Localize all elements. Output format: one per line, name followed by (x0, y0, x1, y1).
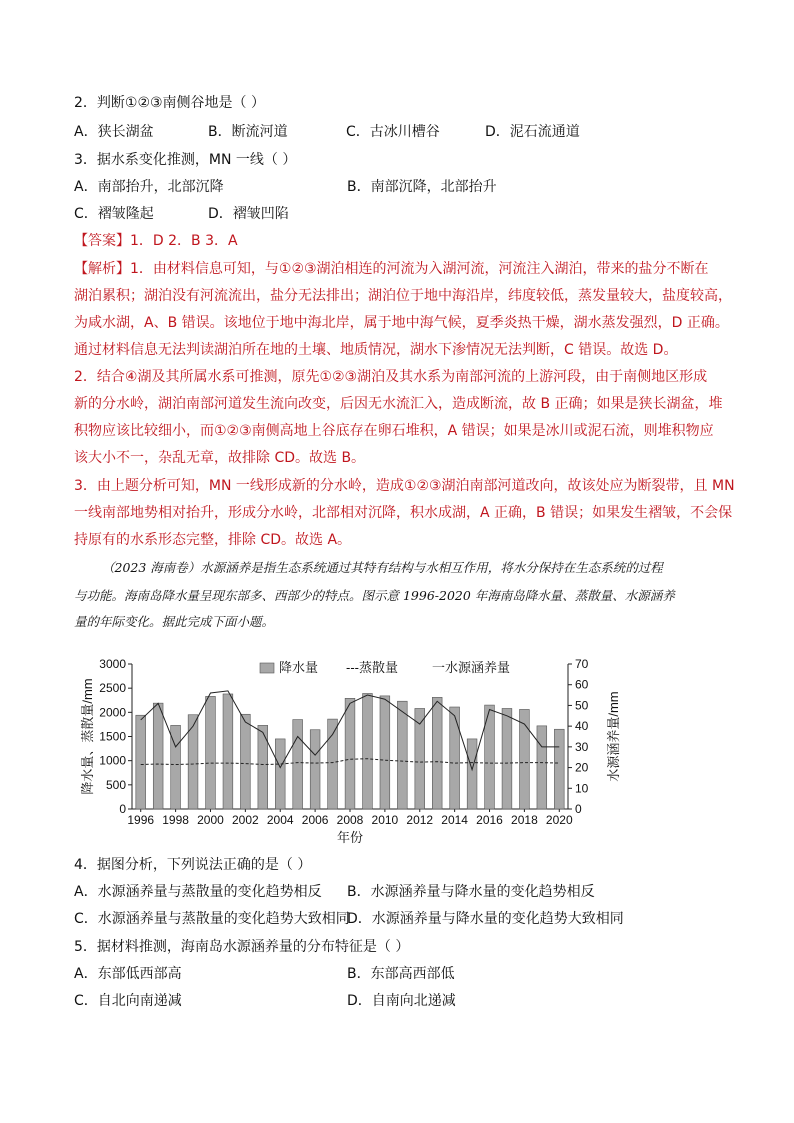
bar-precipitation (258, 725, 268, 809)
x-tick-label: 2004 (266, 813, 294, 827)
x-tick-label: 1996 (127, 813, 155, 827)
bar-precipitation (537, 726, 547, 809)
right-tick-label: 30 (575, 739, 589, 754)
q5-option-a: A．东部低西部高 (74, 966, 182, 982)
left-tick-label: 500 (105, 777, 126, 792)
analysis-p3-l1: 3．由上题分析可知，MN 一线形成新的分水岭，造成①②③湖泊南部河道改向，故该处应为断裂带，且 MN (74, 478, 735, 494)
y-left-axis-title: 降水量、蒸散量/mm (80, 678, 95, 795)
question-3-stem: 3．据水系变化推测，MN 一线（ ） (74, 152, 297, 168)
q4-option-a: A．水源涵养量与蒸散量的变化趋势相反 (74, 884, 322, 900)
left-tick-label: 1000 (99, 753, 126, 768)
x-tick-label: 2006 (301, 813, 329, 827)
question-4-stem: 4．据图分析，下列说法正确的是（ ） (74, 857, 312, 873)
right-tick-label: 20 (575, 760, 589, 775)
bar-precipitation (363, 693, 373, 809)
analysis-p3-l3: 持原有的水系形态完整，排除 CD。故选 A。 (74, 532, 352, 548)
q3-option-c: C．褶皱隆起 (74, 206, 154, 222)
x-tick-label: 2000 (197, 813, 224, 827)
q2-option-a: A．狭长湖盆 (74, 124, 154, 140)
left-tick-label: 2500 (99, 681, 126, 696)
answer-line (74, 231, 238, 251)
question-2-stem: 2．判断①②③南侧谷地是（ ） (74, 95, 266, 111)
x-tick-label: 2010 (371, 813, 399, 827)
q5-option-b: B．东部高西部低 (347, 966, 455, 982)
right-tick-label: 40 (575, 719, 589, 734)
material-line-1: （2023 海南卷）水源涵养是指生态系统通过其特有结构与水相互作用，将水分保持在生态系统的过程 (102, 560, 663, 575)
bar-precipitation (153, 703, 163, 809)
bar-precipitation (397, 701, 407, 809)
precipitation-chart (70, 650, 640, 850)
analysis-p1-l2: 湖泊累积；湖泊没有河流流出，盐分无法排出；湖泊位于地中海沿岸，纬度较低，蒸发量较大，盐度较高， (74, 288, 732, 304)
material-line-3: 量的年际变化。据此完成下面小题。 (74, 614, 275, 629)
q4-option-d: D．水源涵养量与降水量的变化趋势大致相同 (347, 911, 624, 927)
right-tick-label: 70 (575, 657, 589, 671)
bar-precipitation (380, 696, 390, 809)
q4-option-c: C．水源涵养量与蒸散量的变化趋势大致相同 (74, 911, 350, 927)
analysis-tag: 【解析】 (74, 261, 130, 277)
analysis-p2-l1: 2．结合④湖及其所属水系可推测，原先①②③湖泊及其水系为南部河流的上游河段，由于南侧地区形成 (74, 369, 708, 385)
bar-precipitation (328, 719, 338, 809)
left-tick-label: 3000 (99, 657, 126, 671)
bar-precipitation (432, 697, 442, 809)
bar-precipitation (345, 698, 355, 809)
answer-tag: 【答案】 (74, 233, 130, 249)
bar-precipitation (275, 739, 285, 809)
analysis-line-1 (74, 259, 709, 279)
q2-option-b: B．断流河道 (208, 124, 288, 140)
bar-precipitation (136, 715, 146, 809)
x-tick-label: 2002 (232, 813, 259, 827)
left-tick-label: 0 (119, 802, 126, 816)
bar-precipitation (206, 696, 216, 809)
legend-label-evapotranspiration: ---蒸散量 (346, 660, 398, 675)
x-tick-label: 2018 (511, 813, 538, 827)
material-line-2: 与功能。海南岛降水量呈现东部多、西部少的特点。图示意 1996-2020 年海南岛降水量、蒸散量、水源涵养 (74, 588, 675, 603)
q3-option-d: D．褶皱凹陷 (208, 206, 289, 222)
bar-precipitation (467, 739, 477, 809)
x-tick-label: 2020 (545, 813, 573, 827)
x-tick-label: 1998 (162, 813, 189, 827)
left-tick-label: 1500 (99, 729, 126, 744)
analysis-p2-l3: 积物应该比较细小，而①②③南侧高地上谷底存在卵石堆积，A 错误；如果是冰川或泥石流，则堆积物应 (74, 423, 714, 439)
q5-option-c: C．自北向南递减 (74, 993, 182, 1009)
right-tick-label: 10 (575, 781, 589, 796)
analysis-p2-l4: 该大小不一，杂乱无章，故排除 CD。故选 B。 (74, 450, 366, 466)
bar-precipitation (450, 707, 460, 809)
answer-text: 1．D 2．B 3．A (130, 233, 238, 249)
x-tick-label: 2012 (406, 813, 434, 827)
analysis-p1-l4: 通过材料信息无法判读湖泊所在地的土壤、地质情况，湖水下渗情况无法判断，C 错误。故选 D。 (74, 342, 678, 358)
analysis-p3-l2: 一线南部地势相对抬升，形成分水岭，北部相对沉降，积水成湖，A 正确，B 错误；如果发生褶皱，不会保 (74, 505, 733, 521)
x-axis-title: 年份 (336, 830, 364, 845)
analysis-p1-l3: 为咸水湖，A、B 错误。该地位于地中海北岸，属于地中海气候，夏季炎热干燥，湖水蒸发强烈，D 正确。 (74, 315, 729, 331)
analysis-p2-l2: 新的分水岭，湖泊南部河道发生流向改变，后因无水流汇入，造成断流，故 B 正确；如果是狭长湖盆，堆 (74, 396, 723, 412)
left-tick-label: 2000 (99, 705, 126, 720)
right-tick-label: 0 (575, 802, 582, 816)
x-tick-label: 2016 (476, 813, 503, 827)
bar-precipitation (293, 720, 303, 809)
question-5-stem: 5．据材料推测，海南岛水源涵养量的分布特征是（ ） (74, 939, 410, 955)
q5-option-d: D．自南向北递减 (347, 993, 456, 1009)
q3-option-b: B．南部沉降，北部抬升 (347, 179, 497, 195)
bar-precipitation (502, 708, 512, 809)
chart-bars (136, 693, 564, 809)
q2-option-d: D．泥石流通道 (485, 124, 580, 140)
q2-option-c: C．古冰川槽谷 (346, 124, 440, 140)
x-tick-label: 2008 (336, 813, 364, 827)
bar-precipitation (188, 715, 198, 809)
bar-precipitation (554, 729, 564, 809)
bar-precipitation (223, 694, 233, 809)
q3-option-a: A．南部抬升，北部沉降 (74, 179, 224, 195)
right-tick-label: 60 (575, 677, 589, 692)
q4-option-b: B．水源涵养量与降水量的变化趋势相反 (347, 884, 595, 900)
x-tick-label: 2014 (441, 813, 468, 827)
right-tick-label: 50 (575, 698, 589, 713)
legend-label-precipitation: 降水量 (279, 660, 319, 675)
bar-precipitation (240, 714, 250, 809)
legend-label-water-conservation: 一水源涵养量 (432, 660, 511, 675)
analysis-p1-l1: 1．由材料信息可知，与①②③湖泊相连的河流为入湖河流，河流注入湖泊，带来的盐分不断在 (130, 261, 709, 277)
bar-precipitation (310, 730, 320, 809)
y-right-axis-title: 水源涵养量/mm (606, 691, 621, 782)
legend-swatch-bar (260, 663, 274, 673)
